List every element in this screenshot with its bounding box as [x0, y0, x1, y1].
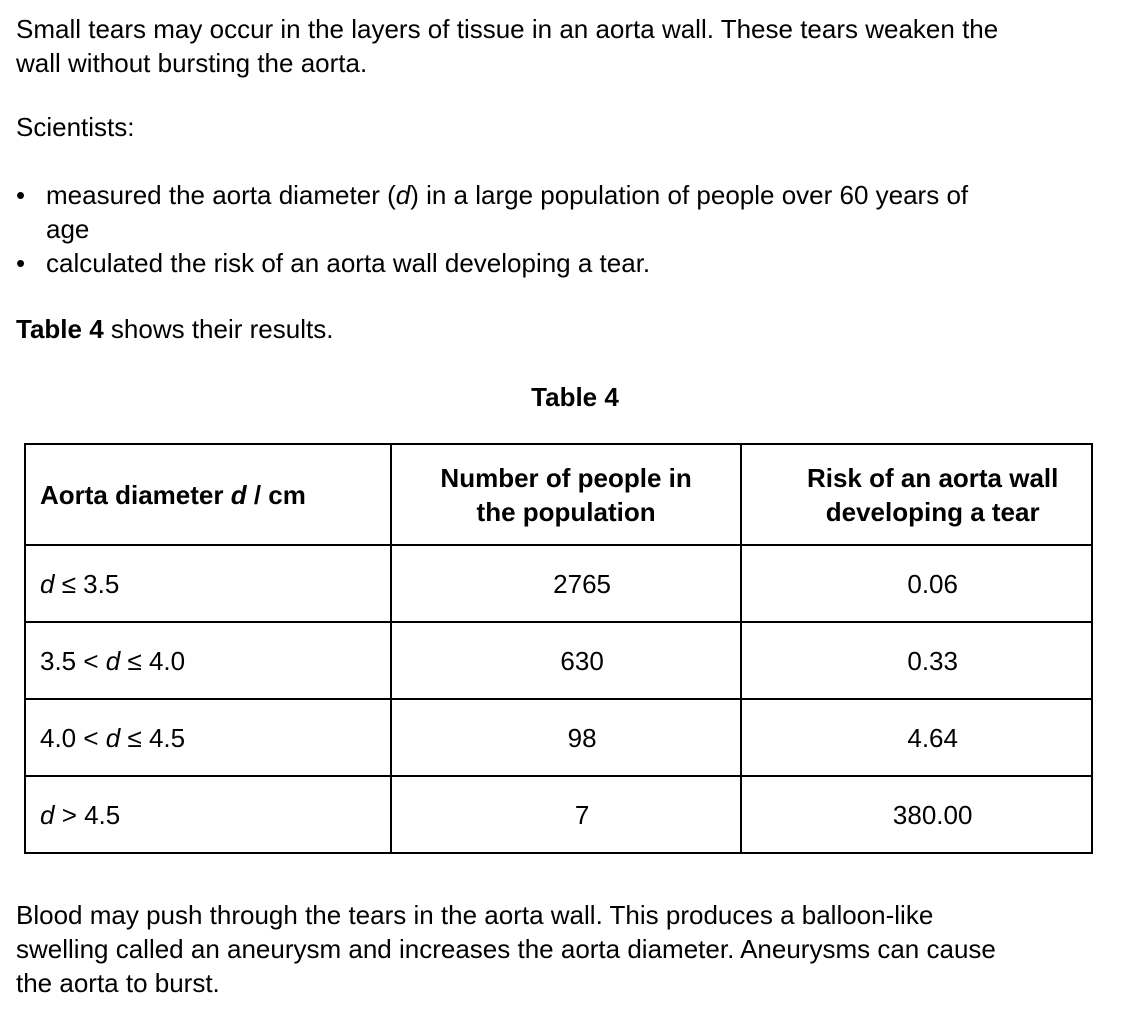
- risk-value: 0.33: [907, 645, 958, 676]
- cell-people-count: [391, 699, 742, 776]
- table-reference: [16, 312, 1128, 346]
- closing-line-1: Blood may push through the tears in the aorta wall. This produces a balloon-like: [16, 900, 934, 930]
- range-post: > 4.5: [54, 799, 121, 830]
- cell-people-count: [391, 545, 742, 622]
- range-pre: 4.0 <: [40, 722, 106, 753]
- bullet-1-variable: d: [395, 180, 411, 210]
- header-col3-line1: Risk of an aorta wall: [806, 462, 1059, 493]
- header-col2-line2: the population: [476, 496, 656, 527]
- intro-line-2: wall without bursting the aorta.: [16, 48, 368, 78]
- table-ref-rest: shows their results.: [103, 314, 334, 344]
- header-col3-line2: developing a tear: [825, 496, 1040, 527]
- intro-paragraph: [16, 12, 1128, 80]
- bullet-1-line-1-start: measured the aorta diameter (: [46, 180, 396, 210]
- people-value: 7: [574, 799, 590, 830]
- header-col1-pre: Aorta diameter: [40, 479, 231, 510]
- header-col1-unit: / cm: [246, 479, 306, 510]
- bullet-1-line-1-rest: ) in a large population of people over 60 years of: [410, 180, 969, 210]
- range-variable: d: [105, 645, 121, 676]
- cell-people-count: [391, 622, 742, 699]
- bullet-dot-icon: •: [16, 180, 26, 210]
- bullet-1-line-2: age: [46, 214, 90, 244]
- risk-value: 0.06: [907, 568, 958, 599]
- intro-line-1: Small tears may occur in the layers of tissue in an aorta wall. These tears weaken the: [16, 14, 999, 44]
- range-variable: d: [40, 568, 55, 599]
- table-row: [25, 545, 1092, 622]
- people-value: 98: [567, 722, 597, 753]
- range-post: ≤ 4.5: [120, 722, 186, 753]
- bullet-item-calculate: [16, 246, 1128, 280]
- table-title: Table 4: [531, 382, 619, 412]
- bullet-dot-icon: •: [16, 248, 26, 278]
- table-row: [25, 776, 1092, 853]
- document-page: [16, 12, 1128, 414]
- scientists-label: Scientists:: [16, 112, 135, 142]
- cell-diameter-range: [25, 622, 391, 699]
- results-table: [24, 443, 1093, 854]
- risk-value: 4.64: [907, 722, 958, 753]
- cell-risk-value: [741, 545, 1092, 622]
- range-variable: d: [40, 799, 55, 830]
- range-variable: d: [105, 722, 121, 753]
- closing-line-2: swelling called an aneurysm and increases the aorta diameter. Aneurysms can cause: [16, 934, 996, 964]
- table-row: [25, 699, 1092, 776]
- table-header-row: [25, 444, 1092, 545]
- table-row: [25, 622, 1092, 699]
- header-col2-line1: Number of people in: [440, 462, 692, 493]
- closing-line-3: the aorta to burst.: [16, 968, 220, 998]
- risk-value: 380.00: [892, 799, 973, 830]
- cell-people-count: [391, 776, 742, 853]
- header-number-of-people: [391, 444, 742, 545]
- cell-diameter-range: [25, 776, 391, 853]
- header-col1-variable: d: [230, 479, 247, 510]
- bullet-item-measure: [16, 178, 1128, 246]
- method-bullet-list: [16, 178, 1128, 280]
- people-value: 630: [560, 645, 604, 676]
- range-pre: 3.5 <: [40, 645, 106, 676]
- header-risk: [741, 444, 1092, 545]
- range-post: ≤ 4.0: [120, 645, 186, 676]
- people-value: 2765: [553, 568, 612, 599]
- table-ref-bold: Table 4: [16, 314, 104, 344]
- cell-diameter-range: [25, 545, 391, 622]
- bullet-2-text: calculated the risk of an aorta wall developing a tear.: [46, 248, 651, 278]
- cell-risk-value: [741, 699, 1092, 776]
- closing-paragraph: [16, 898, 1128, 1000]
- cell-risk-value: [741, 622, 1092, 699]
- cell-risk-value: [741, 776, 1092, 853]
- header-aorta-diameter: [25, 444, 391, 545]
- cell-diameter-range: [25, 699, 391, 776]
- range-post: ≤ 3.5: [54, 568, 120, 599]
